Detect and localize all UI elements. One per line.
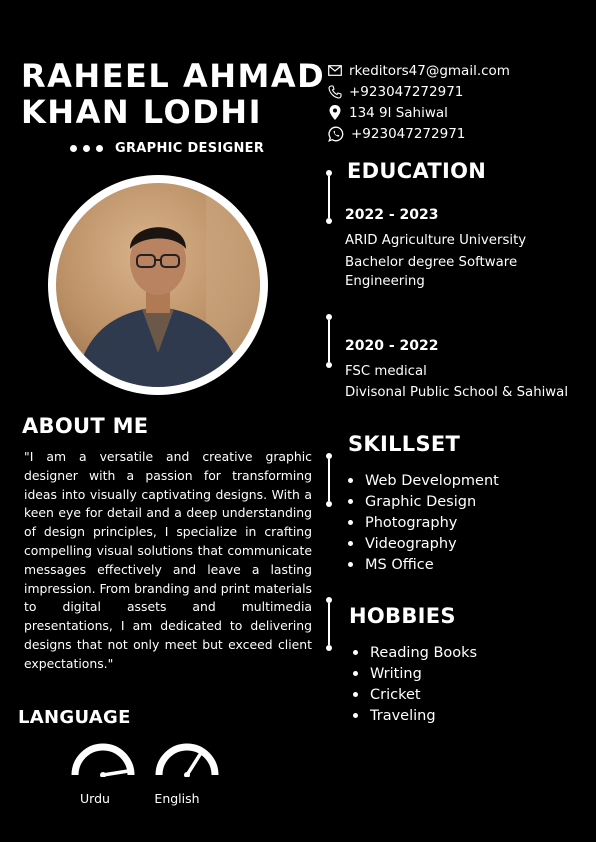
timeline-marker-education bbox=[326, 170, 332, 224]
full-name bbox=[21, 58, 331, 130]
address-text: 134 9l Sahiwal bbox=[349, 104, 448, 121]
language-label-urdu: Urdu bbox=[80, 791, 110, 806]
email-text: rkeditors47@gmail.com bbox=[349, 62, 510, 79]
skillset-list bbox=[348, 470, 499, 575]
envelope-icon bbox=[327, 63, 343, 79]
name-line-1: RAHEEL AHMAD bbox=[21, 57, 326, 95]
education-school-2: Divisonal Public School & Sahiwal bbox=[345, 384, 569, 400]
education-degree-1-cont: Engineering bbox=[345, 274, 425, 289]
job-title: GRAPHIC DESIGNER bbox=[115, 141, 265, 156]
role-line bbox=[70, 141, 264, 156]
whatsapp-text: +923047272971 bbox=[351, 125, 466, 142]
contact-block bbox=[327, 60, 510, 144]
education-heading: EDUCATION bbox=[347, 159, 487, 183]
list-item: Web Development bbox=[348, 470, 499, 491]
list-item: Writing bbox=[353, 663, 477, 684]
profile-photo bbox=[56, 183, 260, 387]
dot-icon bbox=[70, 145, 77, 152]
education-institution-1: ARID Agriculture University bbox=[345, 233, 527, 248]
profile-photo-frame bbox=[48, 175, 268, 395]
list-item: Traveling bbox=[353, 705, 477, 726]
list-item: MS Office bbox=[348, 554, 499, 575]
language-label-english: English bbox=[154, 791, 200, 806]
language-gauge-urdu bbox=[70, 741, 136, 781]
education-entry-2 bbox=[345, 362, 590, 402]
gauge-arc bbox=[159, 747, 215, 775]
dot-icon bbox=[96, 145, 103, 152]
dot-icon bbox=[83, 145, 90, 152]
contact-phone[interactable] bbox=[327, 81, 510, 102]
contact-email[interactable] bbox=[327, 60, 510, 81]
name-line-2: KHAN LODHI bbox=[21, 93, 262, 131]
location-pin-icon bbox=[327, 105, 343, 121]
timeline-marker-skillset bbox=[326, 453, 332, 507]
timeline-marker-education-2 bbox=[326, 314, 332, 368]
phone-text: +923047272971 bbox=[349, 83, 464, 100]
phone-icon bbox=[327, 84, 343, 100]
language-heading: LANGUAGE bbox=[18, 707, 131, 728]
list-item: Graphic Design bbox=[348, 491, 499, 512]
gauge-hub bbox=[100, 772, 106, 777]
language-gauge-english bbox=[154, 741, 220, 781]
list-item: Photography bbox=[348, 512, 499, 533]
about-text: "I am a versatile and creative graphic designer with a passion for transforming ideas into visually captivating designs. With a keen eye for detail and a deep understanding of design principles, I specialize in crafting compelling visual solutions that communicate messages effectively and leave a lasting impression. From branding and print materials to digital assets and multimedia presentations, I am dedicated to delivering designs that not only meet but exceed client expectations." bbox=[24, 449, 312, 671]
about-heading: ABOUT ME bbox=[22, 414, 149, 438]
gauge-needle bbox=[103, 771, 127, 775]
timeline-marker-hobbies bbox=[326, 597, 332, 651]
education-program-2: FSC medical bbox=[345, 364, 427, 379]
education-years-2: 2020 - 2022 bbox=[345, 338, 439, 354]
education-years-1: 2022 - 2023 bbox=[345, 207, 439, 223]
list-item: Videography bbox=[348, 533, 499, 554]
gauge-needle bbox=[187, 755, 200, 775]
list-item: Reading Books bbox=[353, 642, 477, 663]
education-degree-1: Bachelor degree Software bbox=[345, 254, 518, 270]
skillset-heading: SKILLSET bbox=[348, 432, 461, 456]
education-entry-1 bbox=[345, 231, 585, 292]
hobbies-list bbox=[353, 642, 477, 726]
contact-whatsapp[interactable] bbox=[327, 123, 510, 144]
contact-address bbox=[327, 102, 510, 123]
whatsapp-icon bbox=[327, 126, 345, 142]
list-item: Cricket bbox=[353, 684, 477, 705]
hobbies-heading: HOBBIES bbox=[349, 604, 456, 628]
